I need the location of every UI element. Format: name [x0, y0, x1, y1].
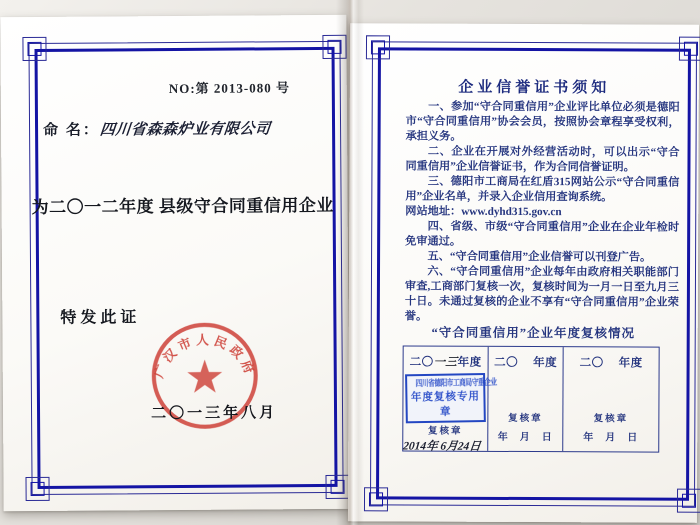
- year-header: [410, 354, 482, 370]
- website-line: 网站地址：www.dyhd315.gov.cn: [405, 205, 562, 219]
- year-header: [580, 354, 643, 370]
- frame-corner-ornament: [677, 489, 700, 513]
- notice-paragraph: 四、省级、市级“守合同重信用”企业在企业年检时免审通过。: [405, 220, 680, 248]
- review-seal-label: 复核章: [593, 414, 629, 425]
- review-column-blank: [488, 347, 563, 451]
- review-table: [402, 345, 659, 452]
- frame-corner-ornament: [366, 35, 390, 59]
- name-label: 命 名：: [43, 122, 100, 139]
- review-column-footer: [403, 422, 487, 462]
- seal-star: [187, 359, 222, 392]
- stamp-line-1: 四川省德阳市工商局守重企业: [415, 376, 497, 389]
- company-name-handwritten: 四川省森森炉业有限公司: [98, 121, 271, 139]
- review-section-title: “守合同重信用”企业年度复核情况: [431, 325, 636, 341]
- year-suffix: 年度: [457, 356, 482, 369]
- notice-body: [405, 99, 680, 325]
- frame-corner-ornament: [22, 37, 46, 61]
- review-date-handwritten: 2014年 6月24日: [402, 440, 482, 453]
- award-line: 为二〇一二年度 县级守合同重信用企业: [31, 195, 334, 217]
- year-fill-handwritten: 一三: [432, 356, 459, 369]
- issue-date: 二〇一三年八月: [150, 405, 278, 423]
- serial-number: NO:第 2013-080 号: [168, 80, 291, 97]
- review-seal-label: 复核章: [508, 413, 543, 425]
- year-suffix: 年度: [533, 357, 558, 370]
- review-column-2013: [402, 346, 497, 453]
- frame-corner-ornament: [364, 487, 388, 511]
- frame-corner-ornament: [325, 475, 349, 499]
- notice-paragraph: 六、“守合同重信用”企业每年由政府相关职能部门审查,工商部门复核一次，复核时间为一月一日至九月三十日。未通过复核的企业不享有“守合同重信用”企业荣誉。: [404, 265, 680, 323]
- year-header: [494, 354, 557, 370]
- notice-paragraph: 三、德阳市工商局在红盾315网站公示“守合同重信用”企业名单，并录入企业信用查询系统。: [405, 175, 680, 204]
- review-date-blanks: 年 月 日: [583, 432, 639, 444]
- review-column-blank: [563, 347, 658, 451]
- grant-line: 特发此证: [60, 309, 141, 327]
- notice-title: 企业信誉证书须知: [458, 79, 611, 97]
- certificate-right-page: [348, 23, 699, 523]
- year-suffix: 年度: [618, 357, 643, 370]
- year-prefix: 二〇: [579, 357, 604, 370]
- frame-corner-ornament: [322, 35, 346, 59]
- stamp-line-2: 年度复核专用章: [410, 391, 481, 418]
- certificate-left-page: [0, 15, 349, 511]
- review-date-blanks: 年 月 日: [497, 431, 553, 444]
- seal-text: 广汉市人民政府: [151, 333, 258, 380]
- review-column-footer: [488, 410, 562, 451]
- year-prefix: 二〇: [409, 356, 434, 369]
- review-seal-label: 复核章: [428, 426, 463, 437]
- notice-paragraph: 一、参加“守合同重信用”企业评比单位必须是德阳市“守合同重信用”协会会员，按照协会章程享受权利，承担义务。: [405, 100, 680, 143]
- name-line: [43, 117, 270, 140]
- notice-paragraph: 五、“守合同重信用”企业信誉可以刊登广告。: [427, 250, 652, 264]
- year-prefix: 二〇: [494, 356, 519, 369]
- frame-corner-ornament: [25, 477, 49, 501]
- frame-corner-ornament: [679, 37, 700, 61]
- review-stamp: [405, 373, 497, 423]
- review-column-footer: [563, 410, 658, 451]
- notice-paragraph: 二、企业在开展对外经营活动时，可以出示“守合同重信用”企业信誉证书，作为合同信誉证明。: [405, 145, 680, 174]
